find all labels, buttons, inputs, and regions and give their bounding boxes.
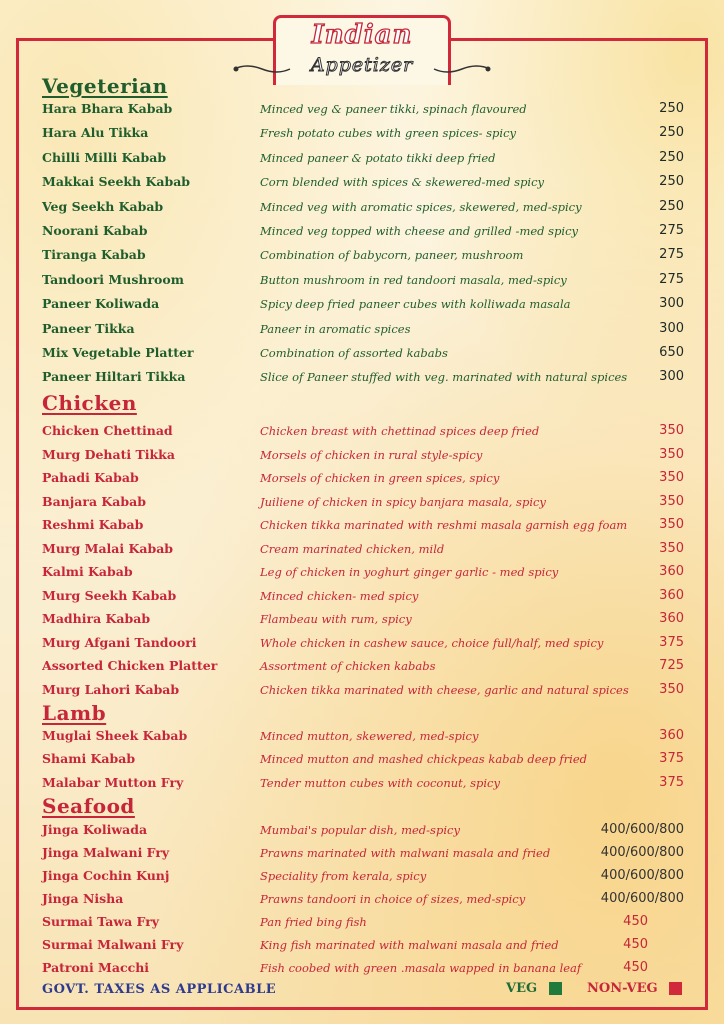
item-name: Kalmi Kabab (42, 564, 133, 579)
item-price: 275 (659, 247, 684, 263)
item-description: Corn blended with spices & skewered-med spicy (260, 175, 545, 190)
item-name: Malabar Mutton Fry (42, 774, 184, 790)
item-name: Murg Dehati Tikka (42, 446, 175, 462)
item-description: Fish coobed with green .masala wapped in banana leaf (260, 961, 582, 975)
item-price: 375 (659, 634, 684, 650)
item-name: Jinga Malwani Fry (42, 845, 170, 860)
item-name: Banjara Kabab (42, 493, 146, 509)
item-price: 250 (659, 174, 684, 190)
item-name: Paneer Tikka (42, 320, 135, 336)
item-name: Patroni Macchi (42, 960, 150, 975)
item-price: 360 (659, 728, 684, 743)
item-description: Morsels of chicken in green spices, spicy (260, 471, 500, 485)
menu-item (42, 150, 687, 170)
tax-note: GOVT. TAXES AS APPLICABLE (42, 982, 277, 997)
item-description: Pan fried bing fish (260, 915, 367, 929)
item-name: Pahadi Kabab (42, 470, 139, 485)
menu-item (42, 914, 687, 934)
item-name: Jinga Koliwada (42, 822, 148, 837)
item-name: Tiranga Kabab (42, 247, 146, 263)
item-price: 400/600/800 (600, 868, 684, 883)
item-name: Jinga Cochin Kunj (42, 868, 170, 883)
menu-item (42, 101, 687, 121)
item-name: Murg Lahori Kabab (42, 681, 180, 697)
item-name: Paneer Koliwada (42, 296, 160, 312)
item-description: Spicy deep fried paneer cubes with kolliwada masala (260, 297, 571, 312)
menu-item (42, 751, 687, 771)
menu-item (42, 296, 687, 316)
item-description: Combination of babycorn, paneer, mushroom (260, 248, 524, 263)
item-price: 350 (659, 470, 684, 485)
item-price: 250 (659, 198, 684, 214)
item-name: Assorted Chicken Platter (42, 658, 218, 673)
menu-item (42, 223, 687, 243)
menu-item (42, 470, 687, 490)
menu-item (42, 447, 687, 467)
item-name: Paneer Hiltari Tikka (42, 369, 186, 385)
menu-item (42, 868, 687, 888)
menu-item (42, 247, 687, 267)
item-price: 350 (659, 517, 684, 532)
item-description: Minced chicken- med spicy (260, 588, 419, 603)
item-price: 450 (623, 914, 648, 929)
menu-item (42, 541, 687, 561)
menu-item (42, 728, 687, 748)
item-price: 400/600/800 (600, 845, 684, 860)
menu-item (42, 125, 687, 145)
item-name: Mix Vegetable Platter (42, 345, 194, 360)
item-description: Paneer in aromatic spices (260, 321, 411, 336)
menu-title: Indian (311, 20, 413, 50)
item-price: 450 (623, 960, 648, 975)
menu-item (42, 658, 687, 678)
item-description: King fish marinated with malwani masala and fried (260, 938, 559, 952)
nonveg-legend-square-icon (669, 982, 682, 995)
item-description: Minced veg with aromatic spices, skewered, med-spicy (260, 199, 582, 214)
menu-item (42, 937, 687, 957)
item-price: 725 (659, 658, 684, 673)
section-title-lamb: Lamb (42, 701, 107, 725)
menu-item (42, 682, 687, 702)
item-price: 250 (659, 101, 684, 116)
item-description: Slice of Paneer stuffed with veg. marinated with natural spices (260, 370, 628, 385)
item-description: Button mushroom in red tandoori masala, med-spicy (260, 272, 567, 287)
item-name: Murg Malai Kabab (42, 540, 174, 556)
item-name: Jinga Nisha (42, 891, 124, 906)
item-name: Shami Kabab (42, 751, 136, 767)
item-price: 400/600/800 (600, 822, 684, 837)
item-description: Assortment of chicken kababs (260, 659, 436, 673)
item-description: Minced mutton and mashed chickpeas kabab deep fried (260, 752, 587, 767)
item-name: Chilli Milli Kabab (42, 149, 167, 165)
menu-item (42, 822, 687, 842)
item-description: Minced mutton, skewered, med-spicy (260, 729, 479, 743)
item-name: Surmai Malwani Fry (42, 937, 184, 952)
item-price: 275 (659, 271, 684, 287)
item-description: Fresh potato cubes with green spices- spicy (260, 126, 517, 141)
item-description: Cream marinated chicken, mild (260, 541, 445, 556)
item-description: Prawns tandoori in choice of sizes, med-spicy (260, 892, 526, 906)
item-price: 375 (659, 774, 684, 790)
item-name: Hara Bhara Kabab (42, 101, 173, 116)
item-name: Madhira Kabab (42, 611, 151, 626)
item-price: 300 (659, 320, 684, 336)
item-description: Minced veg & paneer tikki, spinach flavoured (260, 102, 527, 116)
menu-item (42, 611, 687, 631)
item-description: Speciality from kerala, spicy (260, 869, 427, 883)
item-price: 350 (659, 681, 684, 697)
item-price: 275 (659, 223, 684, 238)
menu-item (42, 588, 687, 608)
item-name: Murg Afgani Tandoori (42, 634, 197, 650)
item-name: Surmai Tawa Fry (42, 914, 160, 929)
item-description: Juiliene of chicken in spicy banjara masala, spicy (260, 494, 546, 509)
nonveg-legend-label: NON-VEG (587, 981, 658, 996)
item-description: Whole chicken in cashew sauce, choice full/half, med spicy (260, 635, 604, 650)
item-price: 375 (659, 751, 684, 767)
item-description: Minced veg topped with cheese and grilled -med spicy (260, 224, 579, 238)
item-name: Chicken Chettinad (42, 423, 173, 438)
section-title-chicken: Chicken (42, 391, 137, 415)
menu-item (42, 174, 687, 194)
item-price: 360 (659, 564, 684, 579)
item-description: Morsels of chicken in rural style-spicy (260, 447, 483, 462)
item-price: 400/600/800 (600, 891, 684, 906)
item-description: Mumbai's popular dish, med-spicy (260, 823, 460, 837)
menu-item (42, 423, 687, 443)
menu-item (42, 199, 687, 219)
section-title-seafood: Seafood (42, 794, 135, 818)
item-price: 300 (659, 369, 684, 385)
item-price: 350 (659, 446, 684, 462)
menu-item (42, 845, 687, 865)
item-description: Minced paneer & potato tikki deep fried (260, 150, 496, 165)
veg-legend-square-icon (549, 982, 562, 995)
section-title-vegetarian: Vegeterian (42, 74, 168, 98)
menu-item (42, 272, 687, 292)
item-name: Muglai Sheek Kabab (42, 728, 188, 743)
menu-item (42, 960, 687, 980)
menu-item (42, 494, 687, 514)
item-description: Combination of assorted kababs (260, 346, 448, 360)
menu-item (42, 635, 687, 655)
menu-item (42, 345, 687, 365)
item-description: Tender mutton cubes with coconut, spicy (260, 775, 500, 790)
menu-subtitle: Appetizer (310, 54, 414, 76)
item-price: 650 (659, 345, 684, 360)
menu-item (42, 321, 687, 341)
item-name: Noorani Kabab (42, 223, 148, 238)
item-description: Chicken breast with chettinad spices deep fried (260, 424, 540, 438)
item-price: 350 (659, 540, 684, 556)
item-name: Reshmi Kabab (42, 517, 144, 532)
menu-item (42, 775, 687, 795)
item-description: Leg of chicken in yoghurt ginger garlic - med spicy (260, 565, 559, 579)
menu-item (42, 517, 687, 537)
item-price: 350 (659, 493, 684, 509)
item-price: 250 (659, 125, 684, 141)
item-price: 300 (659, 296, 684, 312)
item-name: Hara Alu Tikka (42, 125, 149, 141)
item-description: Chicken tikka marinated with cheese, garlic and natural spices (260, 682, 629, 697)
item-price: 350 (659, 423, 684, 438)
menu-item (42, 891, 687, 911)
item-description: Chicken tikka marinated with reshmi masala garnish egg foam (260, 518, 628, 532)
item-name: Murg Seekh Kabab (42, 587, 177, 603)
veg-legend-label: VEG (506, 981, 538, 996)
item-description: Prawns marinated with malwani masala and fried (260, 846, 551, 860)
item-description: Flambeau with rum, spicy (260, 612, 412, 626)
item-name: Tandoori Mushroom (42, 271, 184, 287)
item-price: 250 (659, 149, 684, 165)
item-price: 360 (659, 611, 684, 626)
item-name: Makkai Seekh Kabab (42, 174, 191, 190)
item-price: 450 (623, 937, 648, 952)
menu-item (42, 369, 687, 389)
menu-item (42, 564, 687, 584)
item-name: Veg Seekh Kabab (42, 198, 164, 214)
item-price: 360 (659, 587, 684, 603)
